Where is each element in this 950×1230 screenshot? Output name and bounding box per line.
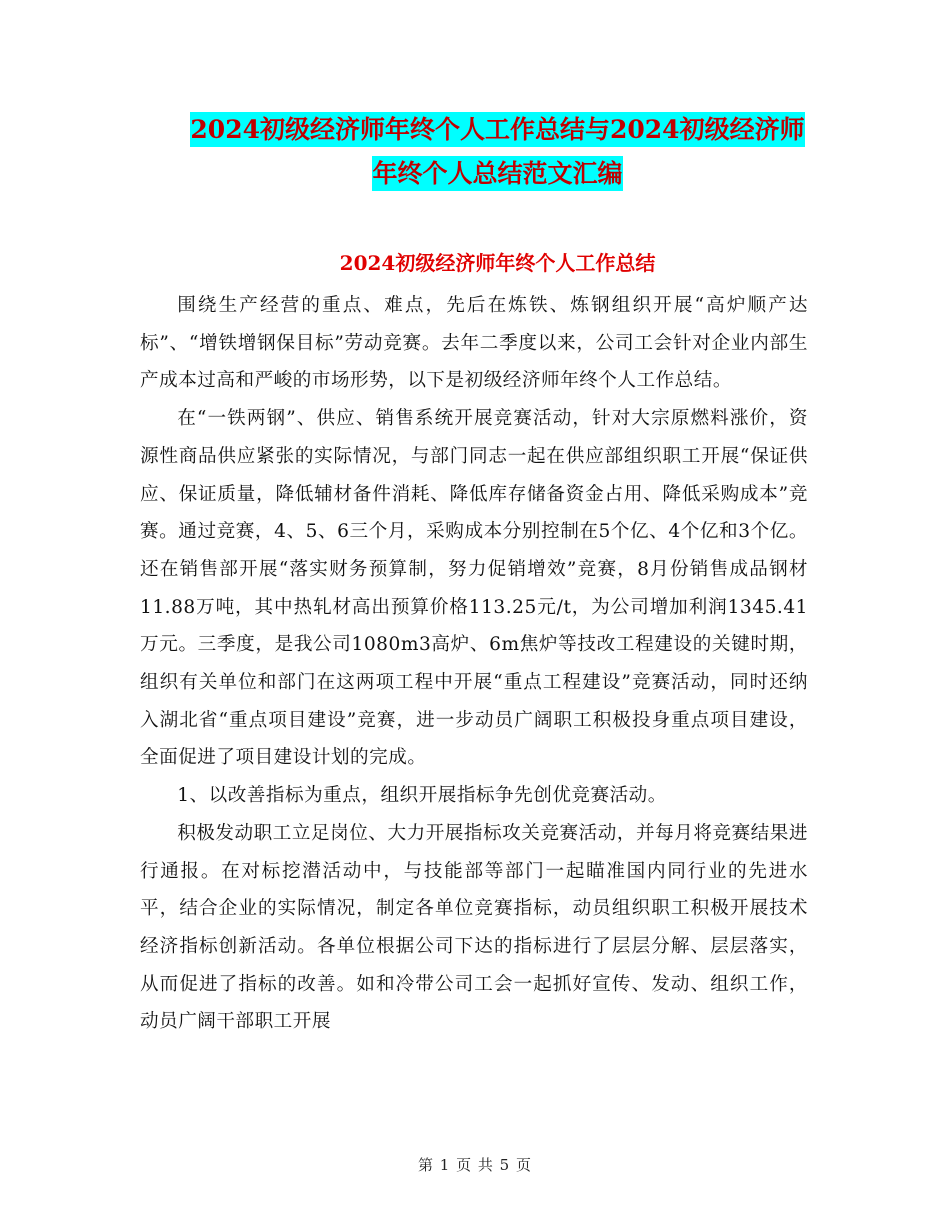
document-title-line-2: 年终个人总结范文汇编 bbox=[372, 156, 622, 191]
paragraph: 围绕生产经营的重点、难点，先后在炼铁、炼钢组织开展“高炉顺产达标”、“增铁增钢保目标”劳动竞赛。去年二季度以来，公司工会针对企业内部生产成本过高和严峻的市场形势，以下是初级经济师年终个人工作总结。 bbox=[140, 295, 808, 392]
paragraph: 在“一铁两钢”、供应、销售系统开展竞赛活动，针对大宗原燃料涨价，资源性商品供应紧张的实际情况，与部门同志一起在供应部组织职工开展“保证供应、保证质量，降低辅材备件消耗、降低库存储备资金占用、降低采购成本”竞赛。通过竞赛，4、5、6三个月，采购成本分别控制在5个亿、4个亿和3个亿。还在销售部开展“落实财务预算制，努力促销增效”竞赛，8月份销售成品钢材11.88万吨，其中热轧材高出预算价格113.25元/t，为公司增加利润1345.41万元。三季度，是我公司1080m3高炉、6m焦炉等技改工程建设的关键时期，组织有关单位和部门在这两项工程中开展“重点工程建设”竞赛活动，同时还纳入湖北省“重点项目建设”竞赛，进一步动员广阔职工积极投身重点项目建设，全面促进了项目建设计划的完成。 bbox=[140, 408, 808, 769]
document-title bbox=[140, 108, 855, 196]
document-title-line-1: 2024初级经济师年终个人工作总结与2024初级经济师 bbox=[190, 112, 804, 147]
paragraph: 积极发动职工立足岗位、大力开展指标攻关竞赛活动，并每月将竞赛结果进行通报。在对标挖潜活动中，与技能部等部门一起瞄准国内同行业的先进水平，结合企业的实际情况，制定各单位竞赛指标，动员组织职工积极开展技术经济指标创新活动。各单位根据公司下达的指标进行了层层分解、层层落实，从而促进了指标的改善。如和冷带公司工会一起抓好宣传、发动、组织工作，动员广阔干部职工开展 bbox=[140, 822, 808, 1033]
document-body bbox=[140, 287, 808, 1041]
section-title: 2024初级经济师年终个人工作总结 bbox=[339, 251, 656, 275]
page-footer: 第 1 页 共 5 页 bbox=[418, 1156, 532, 1174]
paragraph: 1、以改善指标为重点，组织开展指标争先创优竞赛活动。 bbox=[177, 785, 667, 807]
